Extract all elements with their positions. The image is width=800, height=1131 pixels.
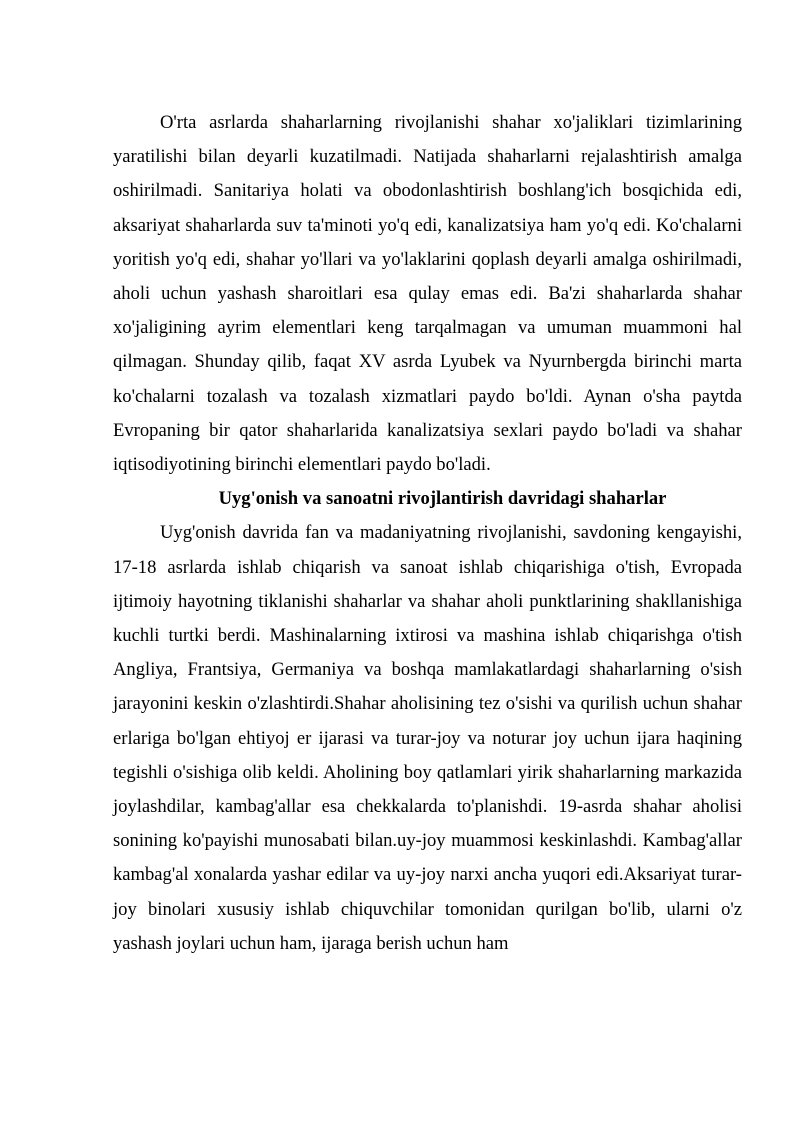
document-page: [113, 106, 742, 961]
body-paragraph: Uyg'onish davrida fan va madaniyatning rivojlanishi, savdoning kengayishi, 17-18 asrlarda ishlab chiqarish va sanoat ishlab chiqarishiga o'tish, Evropada ijtimoiy hayotning tiklanishi shaharlar va shahar aholi punktlarining shakllanishiga kuchli turtki berdi. Mashinalarning ixtirosi va mashina ishlab chiqarishga o'tish Angliya, Frantsiya, Germaniya va boshqa mamlakatlardagi shaharlarning o'sish jarayonini keskin o'zlashtirdi.Shahar aholisining tez o'sishi va qurilish uchun shahar erlariga bo'lgan ehtiyoj er ijarasi va turar-joy va noturar joy uchun ijara haqining tegishli o'sishiga olib keldi. Aholining boy qatlamlari yirik shaharlarning markazida joylashdilar, kambag'allar esa chekkalarda to'planishdi. 19-asrda shahar aholisi sonining ko'payishi munosabati bilan.uy-joy muammosi keskinlashdi. Kambag'allar kambag'al xonalarda yashar edilar va uy-joy narxi ancha yuqori edi.Aksariyat turar-joy binolari xususiy ishlab chiquvchilar tomonidan qurilgan bo'lib, ularni o'z yashash joylari uchun ham, ijaraga berish uchun ham: [113, 522, 742, 954]
body-paragraph: O'rta asrlarda shaharlarning rivojlanishi shahar xo'jaliklari tizimlarining yaratilishi bilan deyarli kuzatilmadi. Natijada shaharlarni rejalashtirish amalga oshirilmadi. Sanitariya holati va obodonlashtirish boshlang'ich bosqichida edi, aksariyat shaharlarda suv ta'minoti yo'q edi, kanalizatsiya ham yo'q edi. Ko'chalarni yoritish yo'q edi, shahar yo'llari va yo'laklarini qoplash deyarli amalga oshirilmadi, aholi uchun yashash sharoitlari esa qulay emas edi. Ba'zi shaharlarda shahar xo'jaligining ayrim elementlari keng tarqalmagan va umuman muammoni hal qilmagan. Shunday qilib, faqat XV asrda Lyubek va Nyurnbergda birinchi marta ko'chalarni tozalash va tozalash xizmatlari paydo bo'ldi. Aynan o'sha paytda Evropaning bir qator shaharlarida kanalizatsiya sexlari paydo bo'ladi va shahar iqtisodiyotining birinchi elementlari paydo bo'ladi.: [113, 112, 742, 476]
section-heading: Uyg'onish va sanoatni rivojlantirish davridagi shaharlar: [218, 488, 667, 510]
